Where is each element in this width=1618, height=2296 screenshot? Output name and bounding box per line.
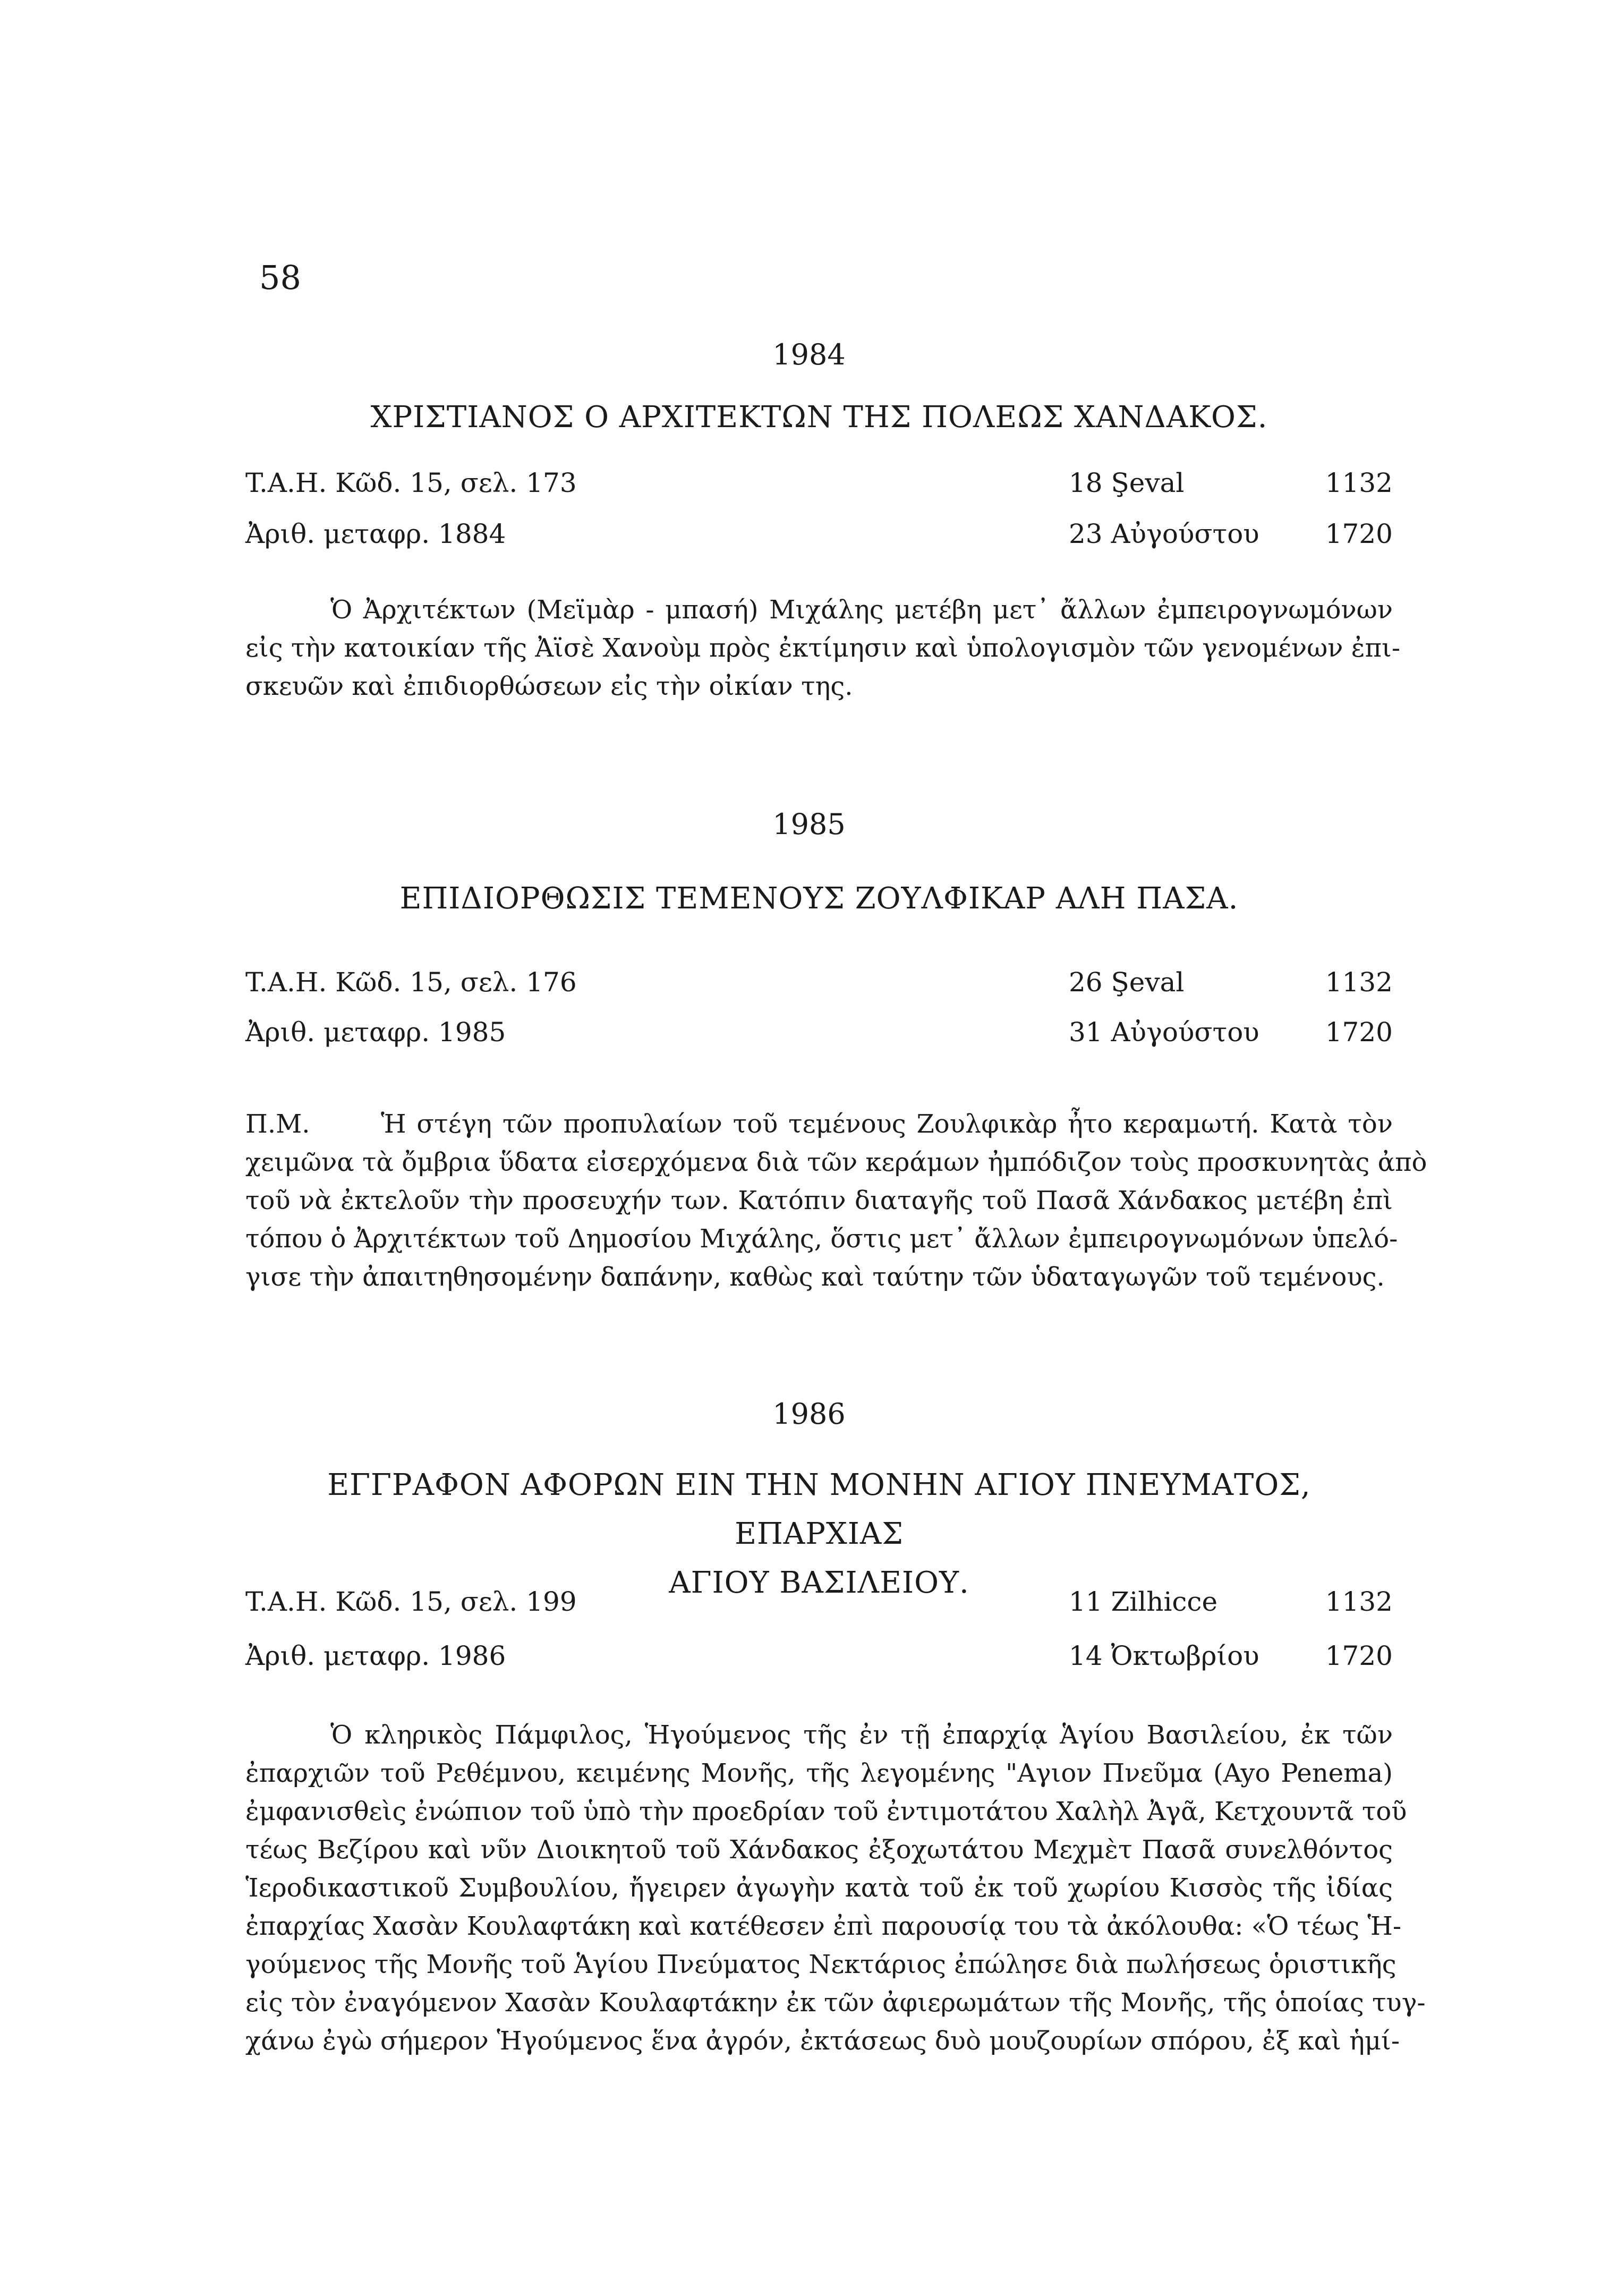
entry-title xyxy=(245,393,1393,442)
julian-year: 1720 xyxy=(1325,1640,1393,1671)
entry-title-line: ΧΡΙΣΤΙΑΝΟΣ Ο ΑΡΧΙΤΕΚΤΩΝ ΤΗΣ ΠΟΛΕΩΣ ΧΑΝΔΑΚΟΣ. xyxy=(370,400,1268,435)
julian-year: 1720 xyxy=(1325,518,1393,549)
entry-title-line: ΕΓΓΡΑΦΟΝ ΑΦΟΡΩΝ ΕΙΝ ΤΗΝ ΜΟΝΗΝ ΑΓΙΟΥ ΠΝΕΥΜΑΤΟΣ, ΕΠΑΡΧΙΑΣ xyxy=(327,1468,1311,1551)
entry-number: 1986 xyxy=(772,1397,846,1431)
body-line: ἐπαρχίας Χασὰν Κουλαφτάκη καὶ κατέθεσεν ἐπὶ παρουσίᾳ του τὰ ἀκόλουθα: «Ὁ τέως Ἡ- xyxy=(245,1911,1402,1941)
translation-reference-row xyxy=(245,1640,1393,1683)
body-line: χειμῶνα τὰ ὄμβρια ὕδατα εἰσερχόμενα διὰ τῶν κεράμων ἠμπόδιζον τοὺς προσκυνητὰς ἀπὸ xyxy=(245,1147,1427,1177)
source-reference-row xyxy=(245,1586,1393,1629)
julian-year: 1720 xyxy=(1325,1017,1393,1048)
body-line: ἐπαρχιῶν τοῦ Ρεθέμνου, κειμένης Μονῆς, τῆς λεγομένης "Αγιον Πνεῦμα (Ayo Penema) xyxy=(245,1758,1393,1788)
entry-body xyxy=(245,1716,1426,2060)
hijri-year: 1132 xyxy=(1325,1586,1393,1617)
entry-number: 1985 xyxy=(772,807,846,841)
body-line: Ὁ κληρικὸς Πάμφιλος, Ἡγούμενος τῆς ἐν τῇ ἐπαρχίᾳ Ἁγίου Βασιλείου, ἐκ τῶν xyxy=(330,1720,1393,1750)
hijri-year: 1132 xyxy=(1325,967,1393,998)
translation-reference-row xyxy=(245,518,1393,561)
translation-number: Ἀριθ. μεταφρ. 1985 xyxy=(245,1017,506,1048)
body-line: εἰς τὸν ἐναγόμενον Χασὰν Κουλαφτάκην ἐκ τῶν ἀφιερωμάτων τῆς Μονῆς, τῆς ὁποίας τυγ- xyxy=(245,1988,1426,2018)
hijri-year: 1132 xyxy=(1325,467,1393,498)
entry-title xyxy=(245,874,1393,923)
source-reference-row xyxy=(245,967,1393,1009)
entry-body xyxy=(245,591,1401,705)
julian-date: 23 Αὐγούστου xyxy=(1069,518,1259,549)
entry-body xyxy=(245,1105,1427,1296)
julian-date: 31 Αὐγούστου xyxy=(1069,1017,1259,1048)
translation-number: Ἀριθ. μεταφρ. 1986 xyxy=(245,1640,506,1671)
body-line: ἐμφανισθεὶς ἐνώπιον τοῦ ὑπὸ τὴν προεδρίαν τοῦ ἐντιμοτάτου Χαλὴλ Ἀγᾶ, Κετχουντᾶ τοῦ xyxy=(245,1797,1407,1826)
source-reference-row xyxy=(245,467,1393,510)
hijri-date: 11 Zilhicce xyxy=(1069,1586,1218,1617)
body-line: εἰς τὴν κατοικίαν τῆς Ἀϊσὲ Χανοὺμ πρὸς ἐκτίμησιν καὶ ὑπολογισμὸν τῶν γενομένων ἐπι- xyxy=(245,633,1401,663)
julian-date: 14 Ὀκτωβρίου xyxy=(1069,1640,1259,1671)
body-line: Ὁ Ἀρχιτέκτων (Μεϊμὰρ - μπασή) Μιχάλης μετέβη μετ᾽ ἄλλων ἐμπειρογνωμόνων xyxy=(330,595,1393,625)
body-line: χάνω ἐγὼ σήμερον Ἡγούμενος ἕνα ἀγρόν, ἐκτάσεως δυὸ μουζουρίων σπόρου, ἐξ καὶ ἡμί- xyxy=(245,2026,1400,2056)
entry-title xyxy=(245,1461,1393,1608)
body-line: τόπου ὁ Ἀρχιτέκτων τοῦ Δημοσίου Μιχάλης, ὅστις μετ᾽ ἄλλων ἐμπειρογνωμόνων ὑπελό- xyxy=(245,1224,1398,1254)
hijri-date: 18 Şeval xyxy=(1069,467,1185,498)
entry-title-line: ΕΠΙΔΙΟΡΘΩΣΙΣ ΤΕΜΕΝΟΥΣ ΖΟΥΛΦΙΚΑΡ ΑΛΗ ΠΑΣΑ. xyxy=(399,881,1239,916)
body-line: τοῦ νὰ ἐκτελοῦν τὴν προσευχήν των. Κατόπιν διαταγῆς τοῦ Πασᾶ Χάνδακος μετέβη ἐπὶ xyxy=(245,1186,1393,1215)
body-line-text: Ἡ στέγη τῶν προπυλαίων τοῦ τεμένους Ζουλφικὰρ ἦτο κεραμωτή. Κατὰ τὸν xyxy=(381,1109,1393,1139)
hijri-date: 26 Şeval xyxy=(1069,967,1185,998)
body-line: γούμενος τῆς Μονῆς τοῦ Ἁγίου Πνεύματος Νεκτάριος ἐπώλησε διὰ πωλήσεως ὁριστικῆς xyxy=(245,1950,1396,1979)
archive-reference: T.A.H. Κῶδ. 15, σελ. 173 xyxy=(245,467,577,498)
translation-number: Ἀριθ. μεταφρ. 1884 xyxy=(245,518,506,549)
translation-reference-row xyxy=(245,1017,1393,1059)
entry-number: 1984 xyxy=(772,338,846,371)
entry-title-line: ΑΓΙΟΥ ΒΑΣΙΛΕΙΟΥ. xyxy=(669,1566,969,1600)
body-line xyxy=(245,1105,1393,1143)
page-number: 58 xyxy=(259,258,301,297)
body-line: τέως Βεζίρου καὶ νῦν Διοικητοῦ τοῦ Χάνδακος ἐξοχωτάτου Μεχμὲτ Πασᾶ συνελθόντος xyxy=(245,1835,1393,1865)
pm-label: Π.Μ. xyxy=(245,1109,310,1139)
body-line: Ἱεροδικαστικοῦ Συμβουλίου, ἤγειρεν ἀγωγὴν κατὰ τοῦ ἐκ τοῦ χωρίου Κισσὸς τῆς ἰδίας xyxy=(245,1873,1393,1903)
body-line: σκευῶν καὶ ἐπιδιορθώσεων εἰς τὴν οἰκίαν της. xyxy=(245,671,853,701)
archive-reference: T.A.H. Κῶδ. 15, σελ. 176 xyxy=(245,967,577,998)
archive-reference: T.A.H. Κῶδ. 15, σελ. 199 xyxy=(245,1586,577,1617)
body-line: γισε τὴν ἀπαιτηθησομένην δαπάνην, καθὼς καὶ ταύτην τῶν ὑδαταγωγῶν τοῦ τεμένους. xyxy=(245,1262,1385,1292)
